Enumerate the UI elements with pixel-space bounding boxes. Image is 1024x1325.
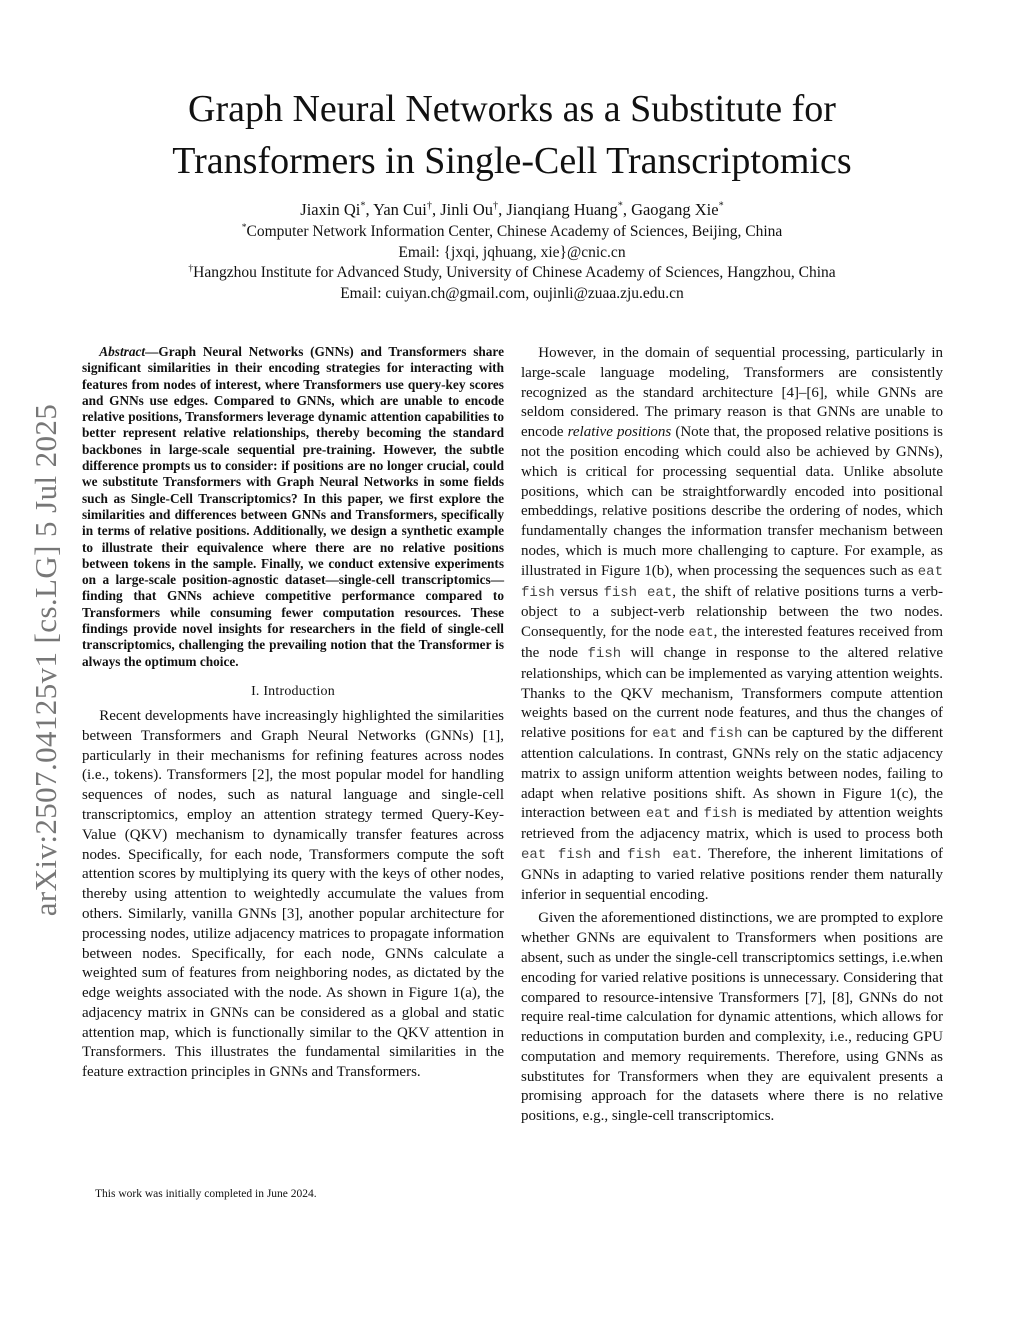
code-token: eat [688, 625, 714, 642]
text-run: . Therefore, the inherent limitations of GNNs in adapting to varied relative positions render them naturally inferior in sequential encoding. [521, 845, 943, 903]
author-separator: , [622, 200, 632, 219]
code-token: fish eat [627, 846, 698, 863]
affiliation-2 [80, 263, 944, 284]
text-run: and [677, 725, 709, 742]
email-2: Email: cuiyan.ch@gmail.com, oujinli@zuaa.zju.edu.cn [340, 285, 684, 303]
code-token: eat [652, 726, 678, 743]
text-run: versus [554, 583, 604, 600]
abstract-text: —Graph Neural Networks (GNNs) and Transformers share significant similarities in their encoding strategies for interacting with features from nodes of interest, where Transformers use query-key scores and GNNs use edges. Compared to GNNs, which are unable to encode relative positions, Transformers leverage dynamic attention capabilities to better represent relative relationships, thereby becoming the standard backbones in large-scale sequential pre-training. However, the subtle difference prompts us to consider: if positions are no longer crucial, could we substitute Transformers with Graph Neural Networks in some fields such as Single-Cell Transcriptomics? In this paper, we first explore the similarities and differences between GNNs and Transformers, specifically in terms of relative positions. Additionally, we design a synthetic example to illustrate their equivalence where there are no relative positions between tokens in the sample. Finally, we conduct extensive experiments on a large-scale position-agnostic dataset—single-cell transcriptomics—finding that GNNs achieve competitive performance compared to Transformers while consuming fewer computation resources. These findings provide novel insights for researchers in the field of single-cell transcriptomics, challenging the prevailing notion that the Transformer is always the optimum choice. [82, 344, 504, 669]
text-run: However, in the domain of sequential processing, particularly in large-scale language modeling, Transformers are consistently recognized as the standard architecture [4]–[6], while GNNs are seldom considered. The primary reason is that GNNs are unable to encode [521, 345, 943, 441]
author-name: Yan Cui [373, 200, 427, 219]
author-block [80, 200, 944, 305]
right-column [521, 344, 943, 1127]
affiliation-mark: † [426, 200, 433, 212]
text-run: and [591, 845, 628, 862]
email-1: Email: {jxqi, jqhuang, xie}@cnic.cn [398, 243, 626, 261]
code-token: fish [703, 806, 738, 823]
arxiv-sidebar [18, 380, 74, 940]
left-column [82, 344, 504, 1083]
intro-paragraph-3: Given the aforementioned distinctions, we are prompted to explore whether GNNs are equivalent to Transformers when positions are absent, such as under the single-cell transcriptomics settings, i.e.when encoding for varied relative positions is unnecessary. Considering that compared to resource-intensive Transformers [7], [8], GNNs do not require real-time calculation for dynamic attentions, which allows for reductions in computation burden and complexity, i.e., reducing GPU computation and memory requirements. Therefore, using GNNs as substitutes for Transformers when they are equivalent presents a promising approach for the datasets where there is no relative positions, e.g., single-cell transcriptomics. [521, 910, 943, 1125]
affiliation-mark: * [241, 221, 247, 233]
arxiv-identifier: arXiv:2507.04125v1 [cs.LG] 5 Jul 2025 [28, 403, 63, 917]
intro-paragraph-2 [521, 344, 943, 905]
abstract-label: Abstract [99, 344, 146, 359]
affiliation-mark: * [718, 200, 724, 212]
code-token: eat [645, 806, 672, 823]
affiliation-2-text: Hangzhou Institute for Advanced Study, University of Chinese Academy of Sciences, Hangzhou, China [193, 264, 836, 282]
code-token: fish eat [603, 584, 673, 601]
code-token: eat fish [521, 846, 592, 863]
author-name: Gaogang Xie [631, 200, 719, 219]
title-line-1: Graph Neural Networks as a Substitute for [188, 88, 836, 130]
author-name: Jianqiang Huang [506, 200, 618, 219]
author-separator: , [498, 200, 507, 219]
text-run: , the interested features received from the node [521, 624, 943, 661]
footnote: This work was initially completed in June 2024. [95, 1188, 317, 1200]
affiliation-mark: † [188, 263, 194, 275]
affiliation-mark: * [617, 200, 623, 212]
title-line-2: Transformers in Single-Cell Transcriptomics [172, 140, 852, 182]
author-separator: , [432, 200, 441, 219]
author-name: Jinli Ou [440, 200, 493, 219]
author-list [80, 200, 944, 221]
code-token: eat fish [521, 563, 943, 601]
affiliation-mark: * [360, 200, 366, 212]
affiliation-1 [80, 222, 944, 243]
text-run: , the shift of relative positions turns a verb-object to a subject-verb relationship between the two nodes. Consequently, for the node [521, 583, 943, 641]
paper-title [80, 83, 944, 187]
text-run: (Note that, the proposed relative positions is not the position encoding which could also be achieved by GNNs), which is critical for processing sequential data. Unlike absolute positions, which can be straightforwardly encoded into positional embeddings, relative positions describe the ordering of nodes, which fundamentally changes the information transfer mechanism between nodes, which is much more challenging to capture. For example, as illustrated in Figure 1(b), when processing the sequences such as [521, 424, 943, 579]
text-run: can be captured by the different attention calculations. In contrast, GNNs rely on the static adjacency matrix to assign uniform attention weights between nodes, failing to adapt when relative positions shift. As shown in Figure 1(c), the interaction between [521, 725, 943, 822]
affiliation-1-text: Computer Network Information Center, Chinese Academy of Sciences, Beijing, China [246, 222, 783, 240]
text-run: and [671, 805, 704, 822]
code-token: fish [708, 726, 743, 743]
text-run: will change in response to the altered relative relationships, which can be implemented as varying attention weights. Thanks to the QKV mechanism, Transformers compute attention weights based on the current node features, and thus the changes of relative positions for [521, 644, 944, 742]
text-run: is mediated by attention weights retrieved from the adjacency matrix, which is used to process both [521, 805, 943, 843]
intro-paragraph-1: Recent developments have increasingly highlighted the similarities between Transformers and Graph Neural Networks (GNNs) [1], particularly in their mechanisms for refining features across nodes (i.e., tokens). Transformers [2], the most popular model for handling sequences of nodes, such as natural language and single-cell transcriptomics, employ an attention strategy termed Query-Key-Value (QKV) mechanism to dynamically transfer features across nodes. Specifically, for each node, Transformers compute the soft attention scores by multiplying its query with the keys of other nodes, thereby using attention to weightedly accumulate the values from others. Similarly, vanilla GNNs [3], another popular architecture for processing nodes, utilize adjacency matrices to propagate information between nodes. Specifically, for each node, GNNs calculate a weighted sum of features from neighboring nodes, as dictated by the edge weights associated with the node. As shown in Figure 1(a), the adjacency matrix in GNNs can be considered as a global and static attention map, which is functionally similar to the QKV attention in Transformers. This illustrates the fundamental similarities in the feature extraction principles in GNNs and Transformers. [82, 707, 504, 1081]
author-separator: , [365, 200, 374, 219]
code-token: fish [587, 645, 622, 662]
affiliation-mark: † [492, 200, 499, 212]
abstract [82, 344, 504, 670]
author-name: Jiaxin Qi [300, 200, 361, 219]
emphasis-relative-positions: relative positions [567, 424, 672, 441]
section-heading-introduction: I. Introduction [251, 683, 335, 699]
